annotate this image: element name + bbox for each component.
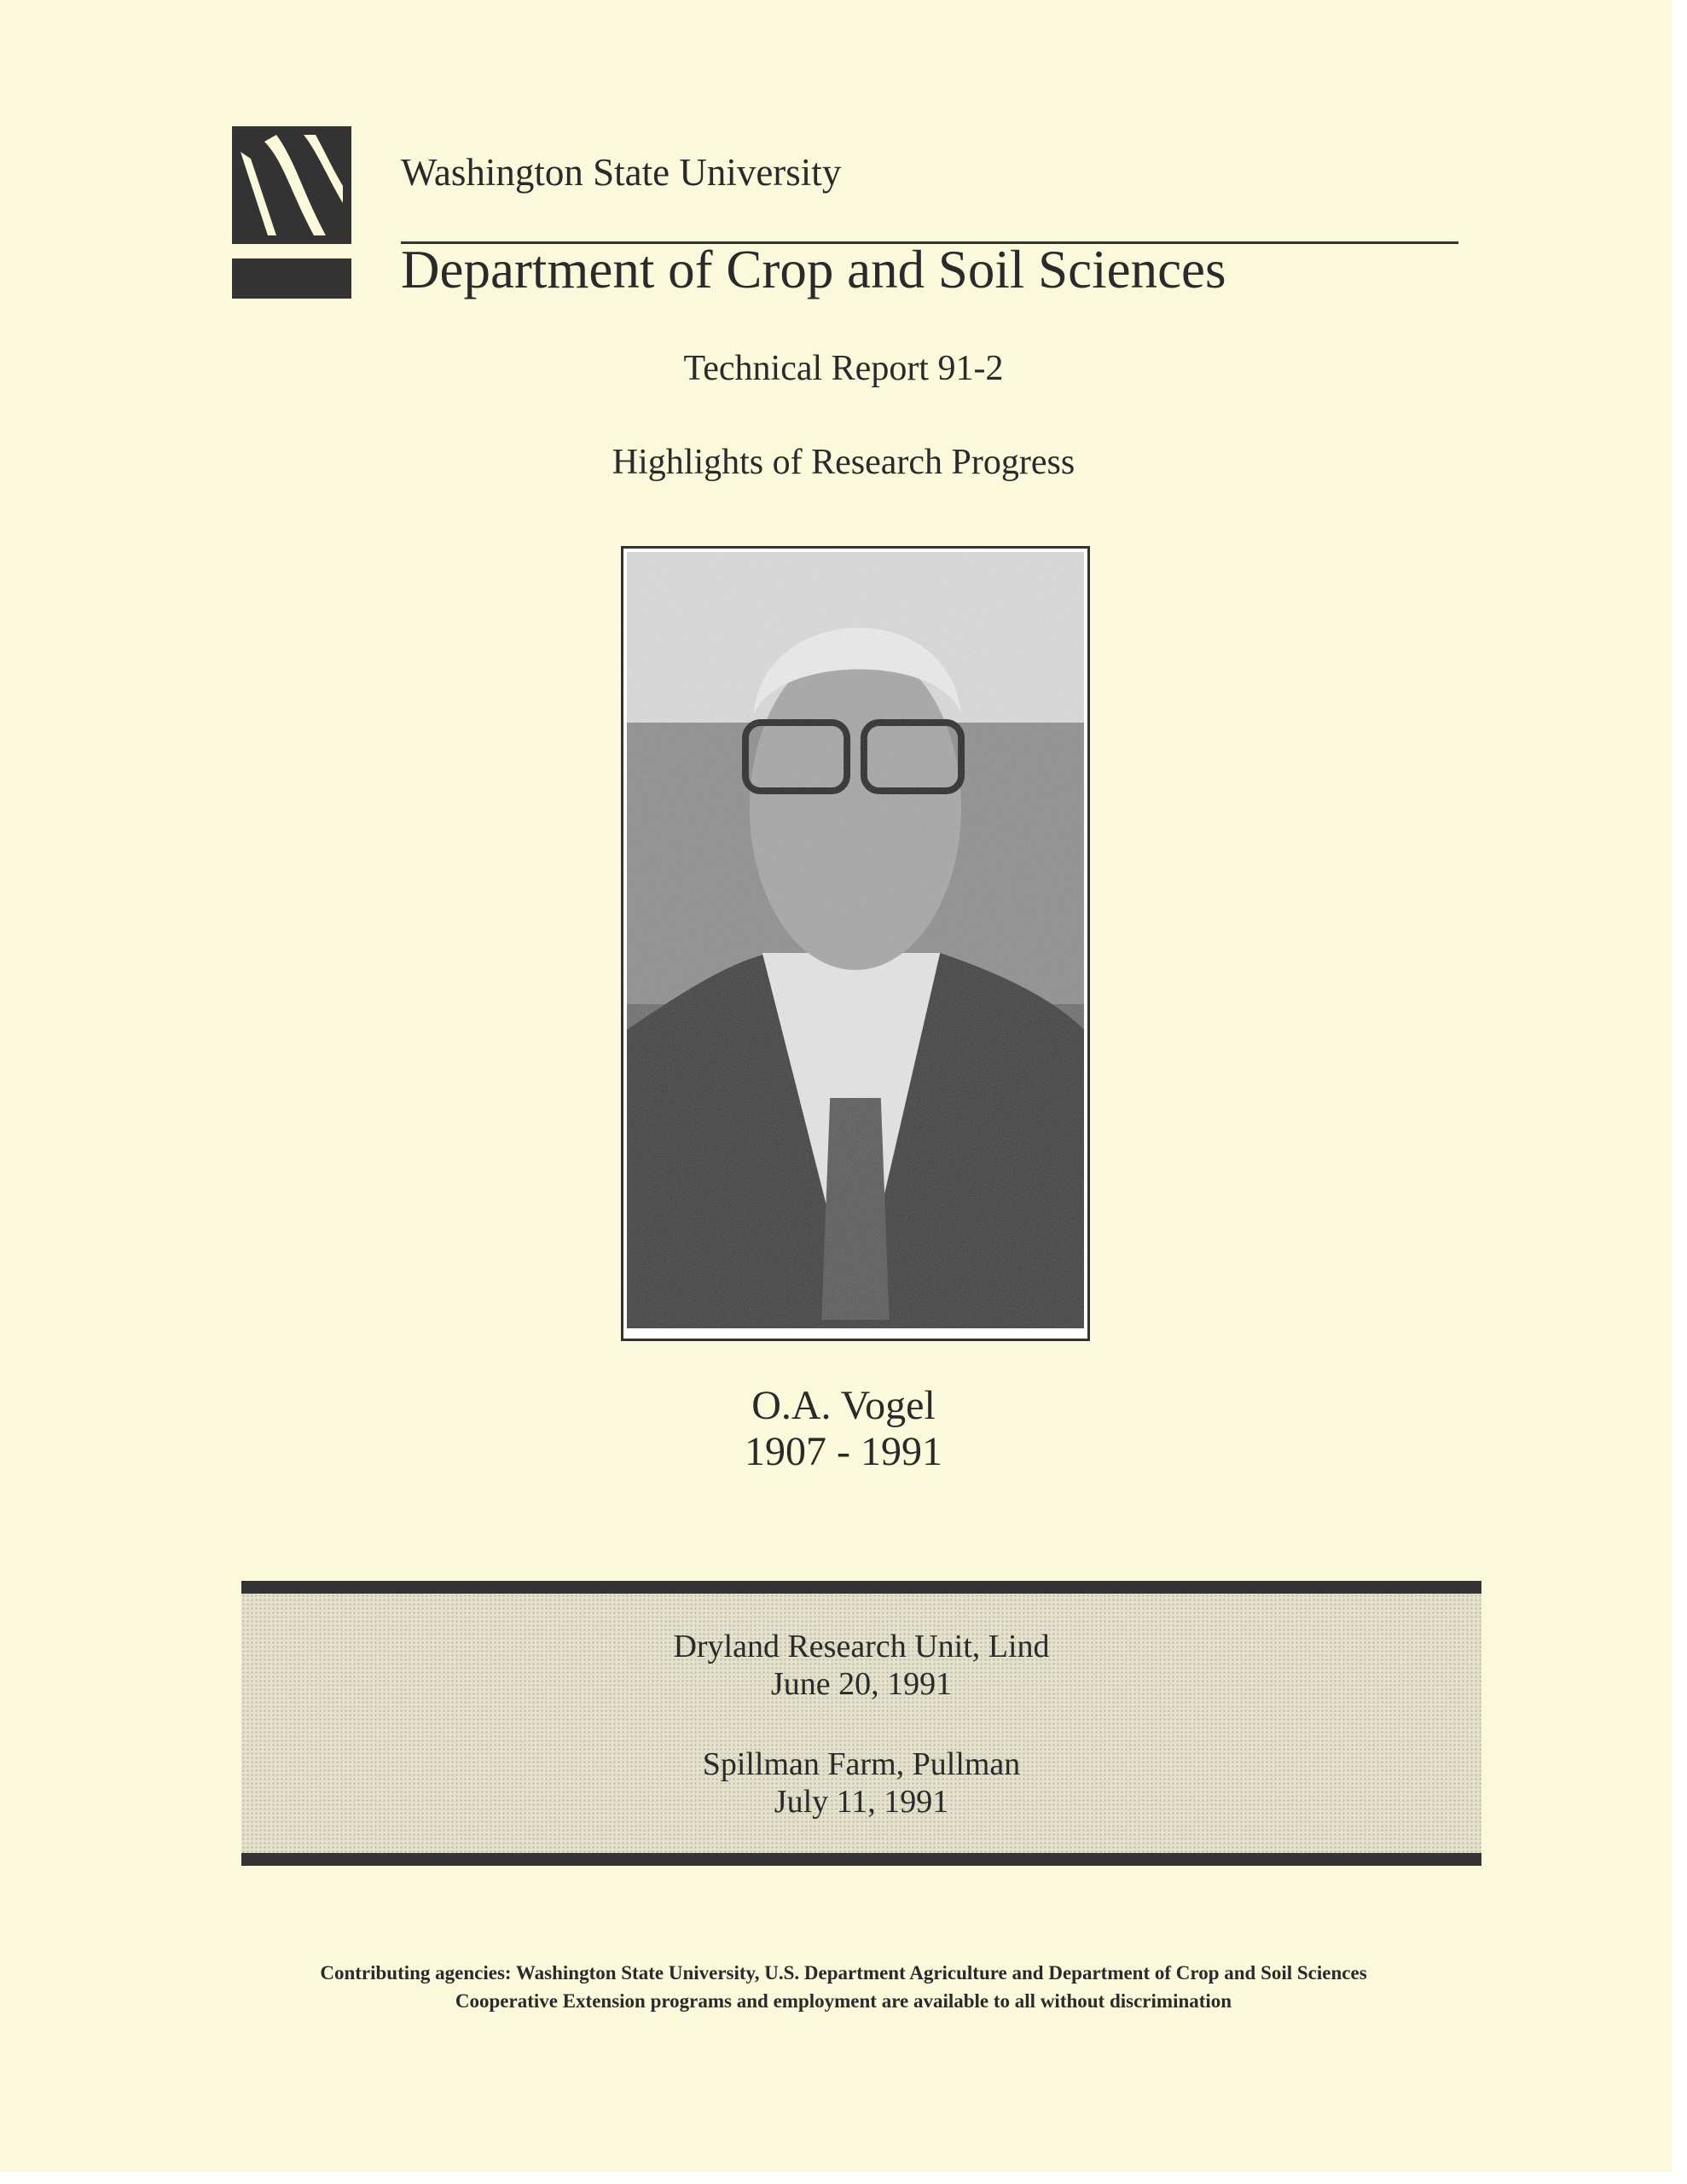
department-name: Department of Crop and Soil Sciences	[401, 240, 1226, 299]
university-name: Washington State University	[401, 151, 842, 194]
wsu-logo	[232, 126, 351, 299]
event-location: Dryland Research Unit, Lind	[673, 1629, 1050, 1664]
portrait-photo	[621, 546, 1090, 1341]
event-date: July 11, 1991	[774, 1784, 949, 1820]
scan-edge-bottom	[0, 2172, 1687, 2184]
footer-nondiscrimination: Cooperative Extension programs and employment are available to all without discrimination	[455, 1990, 1232, 2012]
event-band	[241, 1581, 1481, 1866]
portrait-name: O.A. Vogel	[751, 1383, 936, 1428]
scan-edge	[1672, 0, 1687, 2184]
report-title: Highlights of Research Progress	[612, 443, 1075, 482]
event-location: Spillman Farm, Pullman	[702, 1746, 1021, 1782]
footer-agencies: Contributing agencies: Washington State University, U.S. Department Agriculture and Department of Crop and Soil Sciences	[320, 1962, 1367, 1984]
portrait-years: 1907 - 1991	[745, 1429, 942, 1474]
report-number: Technical Report 91-2	[683, 349, 1004, 388]
event-date: June 20, 1991	[770, 1666, 953, 1702]
